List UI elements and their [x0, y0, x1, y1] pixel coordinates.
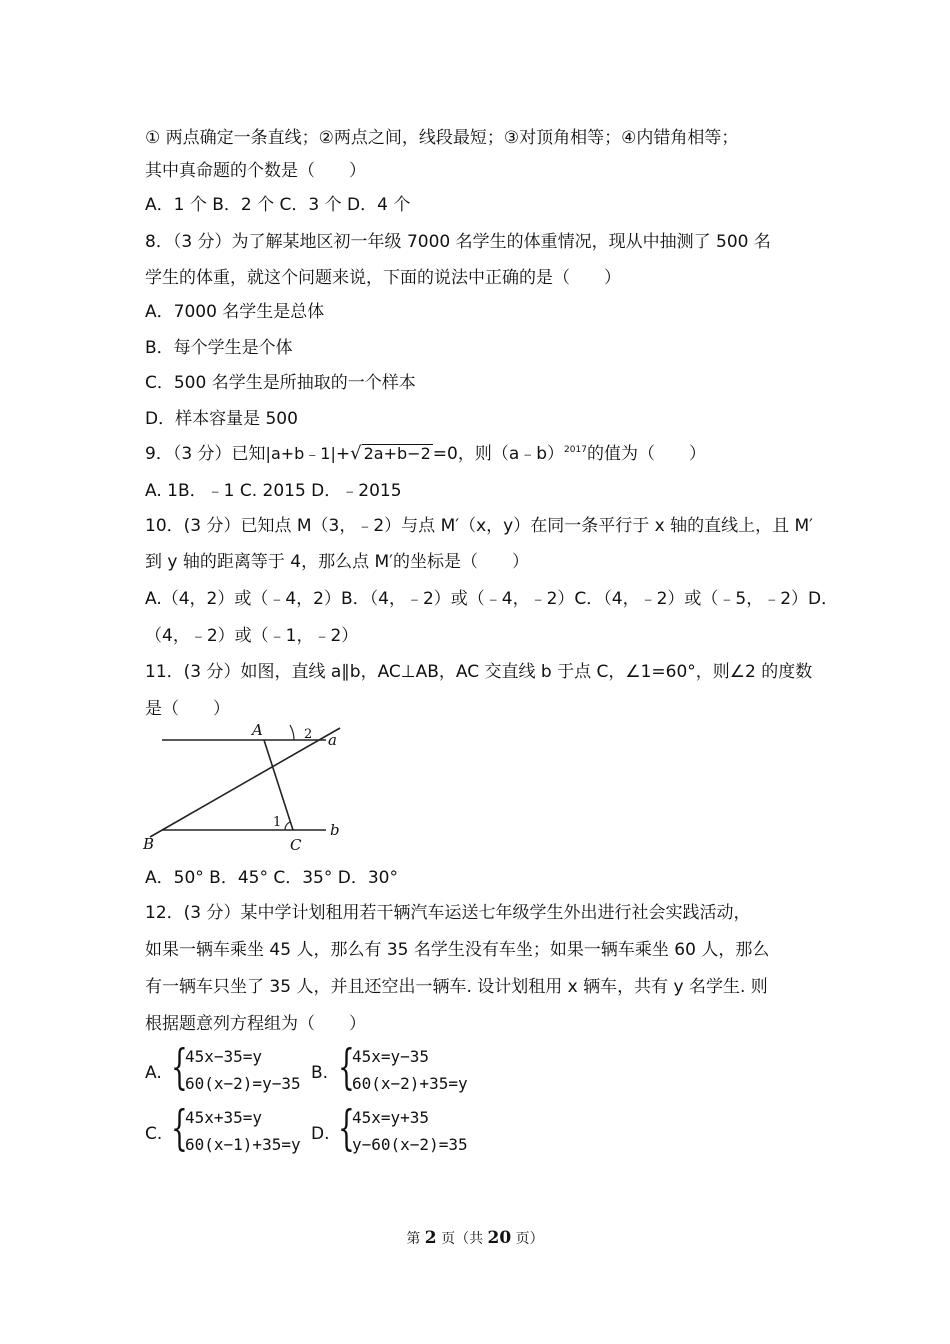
brace-icon: {: [338, 1100, 355, 1156]
q12-stem-line2: 如果一辆车乘坐 45 人，那么有 35 名学生没有车坐；如果一辆车乘坐 60 人，那么: [145, 940, 770, 960]
q9-abs-content: a+b﹣1: [270, 444, 331, 463]
q11-stem-line2: 是（ ）: [145, 699, 230, 719]
point-b-label: B: [143, 835, 155, 853]
equation: 60(x−2)+35=y: [352, 1074, 468, 1093]
equation: 45x=y+35: [352, 1108, 430, 1127]
q8-option-c: C．500 名学生是所抽取的一个样本: [145, 373, 416, 393]
q9-abs-close: |: [330, 444, 336, 463]
q12-option-b-system: [338, 1039, 488, 1100]
q8-option-d: D．样本容量是 500: [145, 409, 298, 429]
footer-suffix: 页）: [511, 1231, 544, 1247]
q9-options: A. 1B．﹣1 C. 2015 D．﹣2015: [145, 481, 402, 501]
q9-middle: =0，则（a﹣b）: [432, 444, 565, 464]
footer-prefix: 第: [406, 1231, 425, 1247]
q12-option-b-label: B.: [311, 1063, 329, 1083]
page-footer: [0, 1228, 950, 1248]
angle-2-label: 2: [304, 727, 313, 742]
equation: 45x−35=y: [185, 1047, 263, 1066]
angle-1-arc: [285, 822, 290, 830]
equation: 45x=y−35: [352, 1047, 430, 1066]
q11-figure: [140, 722, 350, 857]
q9-radicand: 2a+b−2: [363, 444, 431, 463]
q8-stem-line1: 8．（3 分）为了解某地区初一年级 7000 名学生的体重情况，现从中抽测了 500 名: [145, 232, 771, 252]
q9-suffix: 的值为（ ）: [586, 444, 706, 464]
brace-icon: {: [338, 1039, 355, 1095]
q12-option-d-label: D.: [311, 1124, 330, 1144]
line-b-label: b: [330, 821, 340, 839]
page-total: 20: [487, 1228, 512, 1248]
q7-options: A．1 个 B．2 个 C．3 个 D．4 个: [145, 195, 411, 215]
q12-option-c-system: [171, 1100, 321, 1161]
equation: y−60(x−2)=35: [352, 1135, 468, 1154]
q9-exponent: 2017: [564, 445, 587, 455]
q11-stem-line1: 11．(3 分）如图，直线 a∥b，AC⊥AB，AC 交直线 b 于点 C，∠1=60°，则∠2 的度数: [145, 662, 813, 682]
brace-icon: {: [171, 1100, 188, 1156]
equation: 45x+35=y: [185, 1108, 263, 1127]
point-a-label: A: [252, 722, 263, 739]
q10-stem-line1: 10．(3 分）已知点 M（3，﹣2）与点 M′（x，y）在同一条平行于 x 轴的直线上，且 M′: [145, 516, 814, 536]
sqrt-icon: √: [350, 443, 362, 464]
q9-plus: +: [335, 444, 351, 464]
q12-option-d-system: [338, 1100, 488, 1161]
q12-option-c-label: C.: [145, 1124, 163, 1144]
footer-middle: 页（共: [436, 1231, 488, 1247]
q11-options: A．50° B．45° C．35° D．30°: [145, 868, 398, 888]
line-a-label: a: [328, 731, 337, 749]
q10-stem-line2: 到 y 轴的距离等于 4，那么点 M′的坐标是（ ）: [145, 552, 530, 572]
equation: 60(x−2)=y−35: [185, 1074, 301, 1093]
q8-stem-line2: 学生的体重，就这个问题来说，下面的说法中正确的是（ ）: [145, 268, 621, 288]
equation: 60(x−1)+35=y: [185, 1135, 301, 1154]
q10-options-line2: （4，﹣2）或（﹣1，﹣2）: [145, 626, 359, 646]
q8-option-a: A．7000 名学生是总体: [145, 302, 325, 322]
angle-2-arc: [290, 725, 294, 740]
point-c-label: C: [290, 836, 302, 854]
q12-option-a-system: [171, 1039, 321, 1100]
q7-statements: ① 两点确定一条直线；②两点之间，线段最短；③对顶角相等；④内错角相等；: [145, 128, 739, 148]
q7-question: 其中真命题的个数是（ ）: [145, 161, 366, 181]
page-number: 2: [424, 1228, 437, 1248]
q8-option-b: B．每个学生是个体: [145, 338, 293, 358]
q10-options-line1: A.（4，2）或（﹣4，2）B．（4，﹣2）或（﹣4，﹣2）C．（4，﹣2）或（﹣5，﹣2）D．: [145, 589, 839, 609]
q9-prefix: 9．（3 分）已知: [145, 444, 266, 464]
q12-stem-line3: 有一辆车只坐了 35 人，并且还空出一辆车. 设计划租用 x 辆车，共有 y 名学生. 则: [145, 977, 768, 997]
q9-abs-open: |: [265, 444, 271, 463]
line-ab: [150, 728, 340, 837]
brace-icon: {: [171, 1039, 188, 1095]
q12-stem-line1: 12．(3 分）某中学计划租用若干辆汽车运送七年级学生外出进行社会实践活动，: [145, 903, 751, 923]
angle-1-label: 1: [273, 815, 282, 830]
q12-stem-line4: 根据题意列方程组为（ ）: [145, 1014, 366, 1034]
q9-stem: [145, 443, 706, 468]
q12-option-a-label: A.: [145, 1063, 162, 1083]
